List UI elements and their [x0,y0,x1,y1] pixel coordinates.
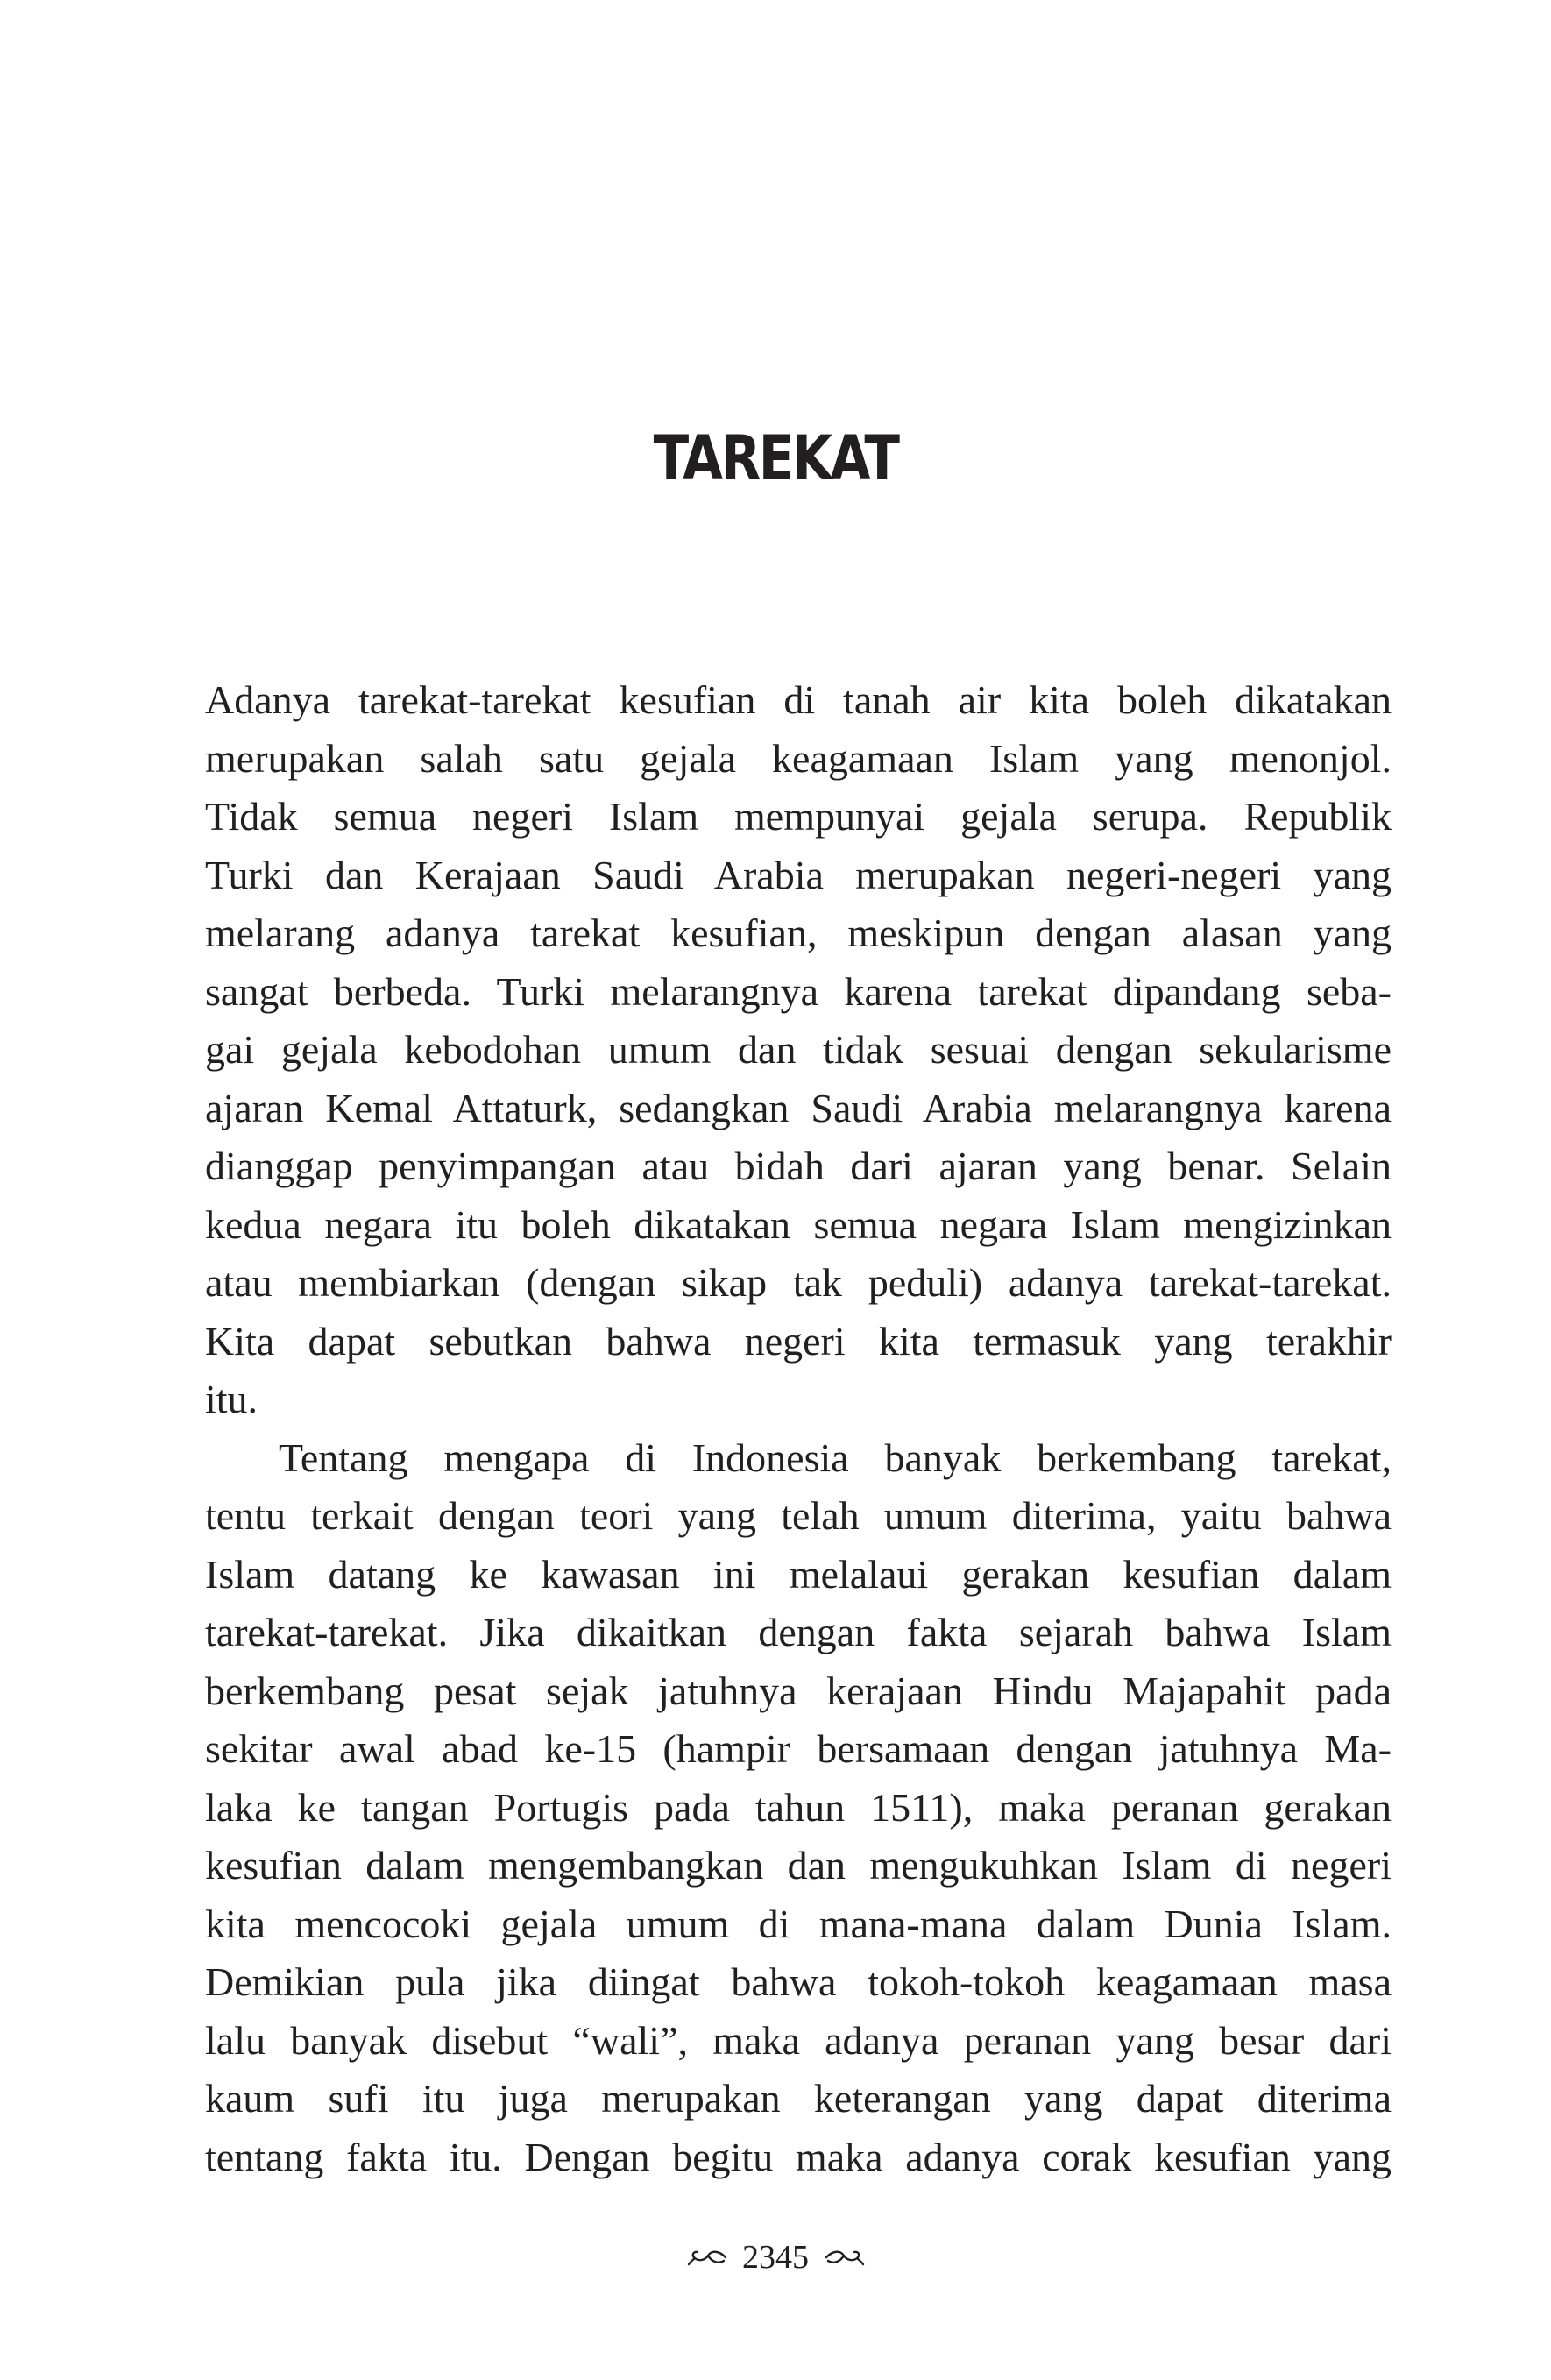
text-line: kesufian dalam mengembangkan dan mengukuhkan Islam di negeri [205,1843,1392,1888]
paragraph-1 [205,671,1392,1429]
text-line: Turki dan Kerajaan Saudi Arabia merupakan negeri-negeri yang [205,852,1392,897]
paragraph-2 [205,1429,1392,2187]
text-line: sangat berbeda. Turki melarangnya karena tarekat dipandang seba- [205,968,1392,1014]
text-line: Adanya tarekat-tarekat kesufian di tanah air kita boleh dikatakan [205,677,1392,722]
text-line: lalu banyak disebut “wali”, maka adanya peranan yang besar dari [205,2017,1392,2063]
page-title: TAREKAT [653,422,898,494]
text-line: Tidak semua negeri Islam mempunyai gejala serupa. Republik [205,794,1392,839]
text-line: gai gejala kebodohan umum dan tidak sesuai dengan sekularisme [205,1027,1392,1072]
text-line: kita mencocoki gejala umum di mana-mana dalam Dunia Islam. [205,1901,1392,1946]
text-line: merupakan salah satu gejala keagamaan Islam yang menonjol. [205,735,1392,781]
text-line: atau membiarkan (dengan sikap tak peduli) adanya tarekat-tarekat. [205,1260,1392,1305]
text-line: sekitar awal abad ke-15 (hampir bersamaan dengan jatuhnya Ma- [205,1726,1392,1771]
ornament-left-icon [687,2248,727,2267]
text-line: Tentang mengapa di Indonesia banyak berkembang tarekat, [279,1434,1392,1480]
text-line: ajaran Kemal Attaturk, sedangkan Saudi Arabia melarangnya karena [205,1085,1392,1130]
page-number: 2345 [742,2239,809,2277]
text-line: dianggap penyimpangan atau bidah dari ajaran yang benar. Selain [205,1144,1392,1188]
text-line: laka ke tangan Portugis pada tahun 1511), maka peranan gerakan [205,1784,1392,1830]
text-line: tentu terkait dengan teori yang telah umum diterima, yaitu bahwa [205,1493,1392,1538]
text-line: Kita dapat sebutkan bahwa negeri kita termasuk yang terakhir [205,1318,1392,1364]
body-text [205,671,1392,2186]
text-line: Islam datang ke kawasan ini melalaui gerakan kesufian dalam [205,1551,1392,1597]
text-line: tentang fakta itu. Dengan begitu maka adanya corak kesufian yang [205,2134,1392,2179]
text-line: tarekat-tarekat. Jika dikaitkan dengan fakta sejarah bahwa Islam [205,1610,1392,1654]
text-line: kaum sufi itu juga merupakan keterangan yang dapat diterima [205,2076,1392,2121]
text-line: melarang adanya tarekat kesufian, meskipun dengan alasan yang [205,910,1392,955]
ornament-right-icon [825,2248,865,2267]
text-line: kedua negara itu boleh dikatakan semua negara Islam mengizinkan [205,1201,1392,1247]
text-line: Demikian pula jika diingat bahwa tokoh-tokoh keagamaan masa [205,1959,1392,2004]
text-line: itu. [205,1377,258,1421]
text-line: berkembang pesat sejak jatuhnya kerajaan Hindu Majapahit pada [205,1668,1392,1713]
page-footer [0,2238,1551,2277]
